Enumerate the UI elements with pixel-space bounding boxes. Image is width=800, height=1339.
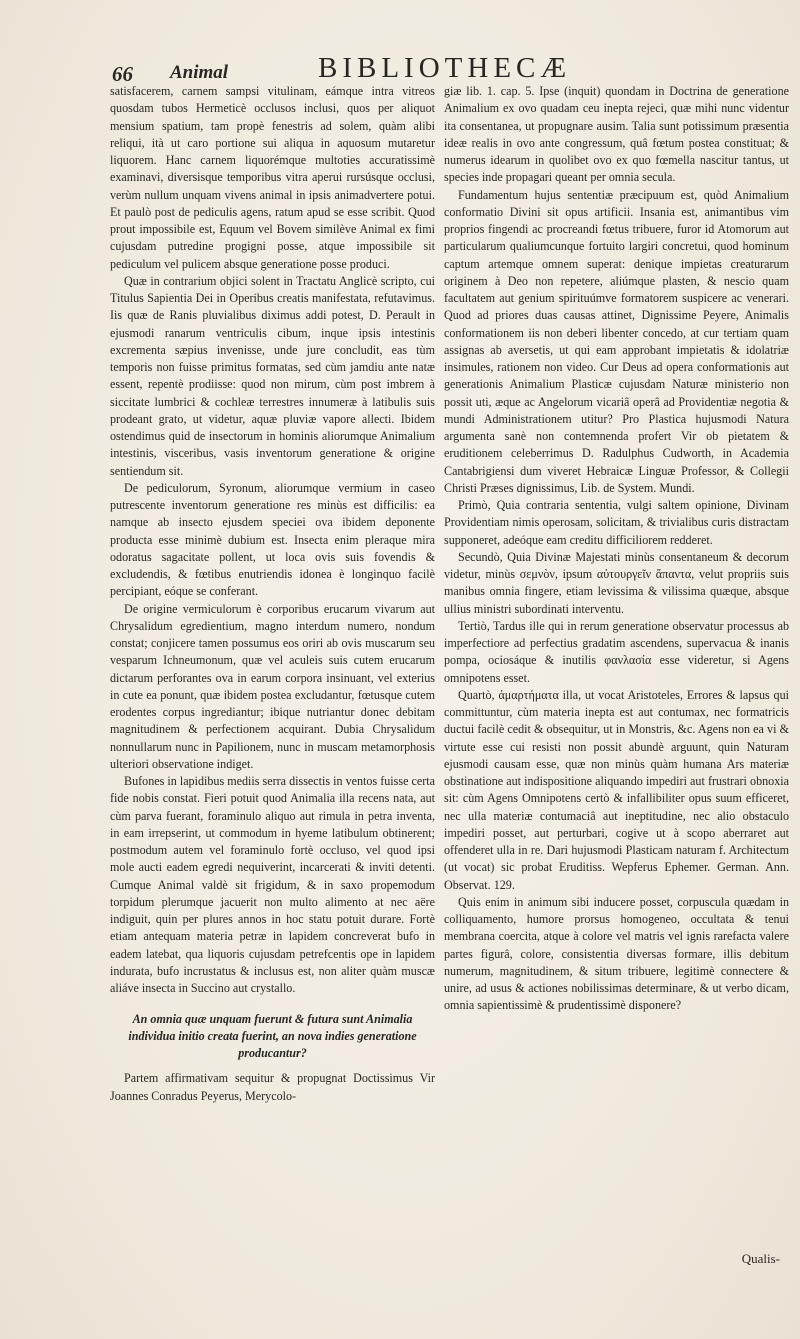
paragraph: Secundò, Quia Divinæ Majestati minùs consentaneum & decorum videtur, minùs σεμνὸν, ipsum αὐτουργεῖν ἅπαντα, velut propriis suis manibus omnia fingere, etiam levissima & vilissima quæque, absque ullius ministri subordinati interventu. — [444, 549, 789, 616]
right-column — [444, 83, 789, 1015]
paragraph: De pediculorum, Syronum, aliorumque vermium in caseo putrescente inventorum generatione res minùs est difficilis: ea namque ab insecto ejusdem speciei ova ibidem deponente producta esse minimè dubium est. Insecta enim pleraque mira odoratus sagacitate pollent, ut loca ovis suis fovendis & excludendis, & fœtibus enutriendis idonea è longinquo facilè percipiant, eóque se conferant. — [110, 480, 435, 599]
paragraph: Fundamentum hujus sententiæ præcipuum est, quòd Animalium conformatio Divini sit opus artificii. Insania est, animantibus vim proprios fingendi ac procreandi fœtus tribuere, furor id Atomorum aut particularum qualiumcunque fortuito largiri concretui, quod hominum captum artemque omnem superat: denique impietas creaturarum originem à Deo non repetere, aliúmque plasten, & nescio quam facultatem aut genium spirituúmve formatorem suspicere ac venerari. Quod ad priores duas causas attinet, Dignissime Peyere, Animalis conformationem iis non deberi libenter concedo, at cur tertiam quam assignas ab aversetis, ut qui eam approbant impietatis & idolatriæ insimules, rationem non video. Cur Deus ad opera conformationis aut generationis Animalium Plasticæ cujusdam Naturæ ministerio non possit uti, æque ac Angelorum vicariâ operâ ad Providentiæ negotia & mundi Administrationem utitur? Pro Plastica hujusmodi Natura argumenta sanè non contemnenda profert Vir ob pietatem & eruditionem celeberrimus D. Radulphus Cudworth, in Academia Cantabrigiensi dum viveret Hebraicæ Linguæ Professor, & Collegii Christi Præses dignissimus, Lib. de System. Mundi. — [444, 187, 789, 495]
paragraph: satisfacerem, carnem sampsi vitulinam, eámque intra vitreos quosdam tubos Hermeticè occlusos inclusi, quos per aliquot mensium spatium, tam propè fenestris ad solem, quàm alibi reliqui, ità ut caro portione sui aliqua in aquosum mutaretur liquorem. Hanc carnem liquorémque multoties accuratissimè examinavi, diversisque temporibus vitra aperui rursúsque occlusi, verùm nullum unquam vivens animal in ipsis animadvertere potui. Et paulò post de pediculis agens, ratum apud se esse scribit. Quod prout impossibile est, Equum vel Bovem similève Animal ex fimi cujusdam putredine progigni posse, atque impossibile sit pediculum vel pulicem absque generatione posse produci. — [110, 84, 435, 271]
paragraph: De origine vermiculorum è corporibus erucarum vivarum aut Chrysalidum egredientium, magno interdum numero, nondum constat; conjicere tamen possumus eos oriri ab ovis muscarum seu vesparum Ichneumonum, quæ vel aculeis suis cutem erucarum dictarum perforantes ova in earum corpora insinuant, vel exterius in cute ea ponunt, quæ ibidem postea excludantur, fœtusque cutem erodentes corpus ingrediantur; ibique nutriantur donec debitam magnitudinem & perfectionem acquirant. Dubia Chrysalidum nonnullarum nunc in Papilionem, nunc in muscam metamorphosis ulteriori observatione indiget. — [110, 601, 435, 771]
paragraph: Quæ in contrarium objici solent in Tractatu Anglicè scripto, cui Titulus Sapientia Dei in Operibus creatis manifestata, refutavimus. Iis quæ de Ranis pluvialibus diximus addi potest, D. Perault in ejusmodi ranarum ventriculis cibum, inque ipsis intestinis excrementa sæpius invenisse, unde jure concludit, eas tùm temporis non fuisse primitus formatas, sed cùm jamdiu ante natæ essent, repentè prodiisse: quod non mirum, cùm post imbrem à siccitate lumbrici & cochleæ terrestres innumeræ à latibulis suis prodeant grato, ut videtur, aquæ pluviæ vapore allecti. Ibidem ostendimus quid de insectorum in hominis aliorumque Animalium intestinis, visceribus, vasis inventorum generatione & origine sentiendum sit. — [110, 273, 435, 478]
paragraph: Quartò, ἁμαρτήματα illa, ut vocat Aristoteles, Errores & lapsus qui committuntur, cùm materia inepta est aut contumax, nec formatricis ductui facilè cedit & obsequitur, ut in Monstris, &c. Agens non ea vi & virtute esse cui resisti non possit abundè arguunt, quin Naturam ejusmodi causam esse, quæ non minùs quàm humana Ars materiæ obstinatione aut indispositione aliquando impediri aut frustrari obnoxia sit: cùm Agens Omnipotens certò & infallibiliter opus suum efficeret, nec ulla materiæ contumaciâ aut ineptitudine, nec alio obstaculo impediri posset, aut perturbari, cogive ut à scopo aberraret aut offenderet ulla in re. Dari hujusmodi Plasticam naturam f. Architectum (ut vocat) sic probat Eruditiss. Wepferus Ephemer. German. Ann. Observat. 129. — [444, 687, 789, 892]
paragraph: Partem affirmativam sequitur & propugnat Doctissimus Vir Joannes Conradus Peyerus, Merycolo- — [110, 1071, 435, 1103]
paragraph: giæ lib. 1. cap. 5. Ipse (inquit) quondam in Doctrina de generatione Animalium ex ovo quadam ceu inepta rejeci, quæ mihi nunc videntur ita consentanea, ut propugnare ausim. Talia sunt potissimum præsentia ideæ realis in ovo ante congressum, quâ fœtum postea constituat; & numerus idearum in quolibet ovo ex quo fœmella nascitur tantus, ut species inde propagari queant per omnia secula. — [444, 84, 789, 185]
paragraph: Tertiò, Tardus ille qui in rerum generatione observatur processus ab imperfectiore ad perfectius gradatim ascendens, supervacua & inanis pompa, ociosáque & inutilis φανλασία esse videretur, si Agens omnipotens esset. — [444, 618, 789, 685]
paragraph: Quis enim in animum sibi inducere posset, corpuscula quædam in colliquamento, humore prorsus homogeneo, occultata & tenui membrana coercita, atque à colore vel matris vel ignis rarefacta valere partes figurâ, colore, consistentia diversas formare, illis debitum numerum, magnitudinem, & situm tribuere, legitimè connectere & unire, ad usus & actiones nobilissimas determinare, & ut verbo dicam, omnia sapientissimè & prudentissimè disponere? — [444, 894, 789, 1013]
paragraph: Bufones in lapidibus mediis serra dissectis in ventos fuisse certa fide nobis constat. Fieri potuit quod Animalia illa recens nata, aut cùm parva fuerant, foraminulo aliquo aut rimula in petra inventa, in eam irrepserint, ut commodum in hyeme latibulum obtinerent; postmodum autem vel foraminulo fortè occluso, vel quod ipsi mole aucti eadem egredi nequiverint, incarcerati & inviti detenti. Cumque Animal valdè sit frigidum, & in saxo propemodum torpidum plerumque jacuerit non multo alimento at nec aëre indiguit, quin per plures annos in hoc statu potuit durare. Fortè etiam antequam materia petræ in lapidem concreverat bufo in eadem latebat, qua liquoris cujusdam petrefcentis ope in lapidem indurata, bufo incrustatus & inclusus est, non aliter quàm muscæ aliáve insecta in Succino aut crystallo. — [110, 774, 435, 995]
left-column — [110, 83, 435, 1105]
running-head: Animal — [170, 62, 229, 83]
page-number: 66 — [112, 62, 133, 86]
section-query-heading: An omnia quæ unquam fuerunt & futura sunt Animalia individua initio creata fuerint, an nova indies generatione producantur? — [128, 1012, 417, 1061]
paragraph: Primò, Quia contraria sententia, vulgi saltem opinione, Divinam Providentiam nimis operosam, solicitam, & trivialibus curis distractam supponeret, adeóque eam creditu difficiliorem redderet. — [444, 498, 789, 547]
page-title: BIBLIOTHECÆ — [318, 52, 572, 84]
catchword: Qualis- — [741, 1251, 780, 1266]
